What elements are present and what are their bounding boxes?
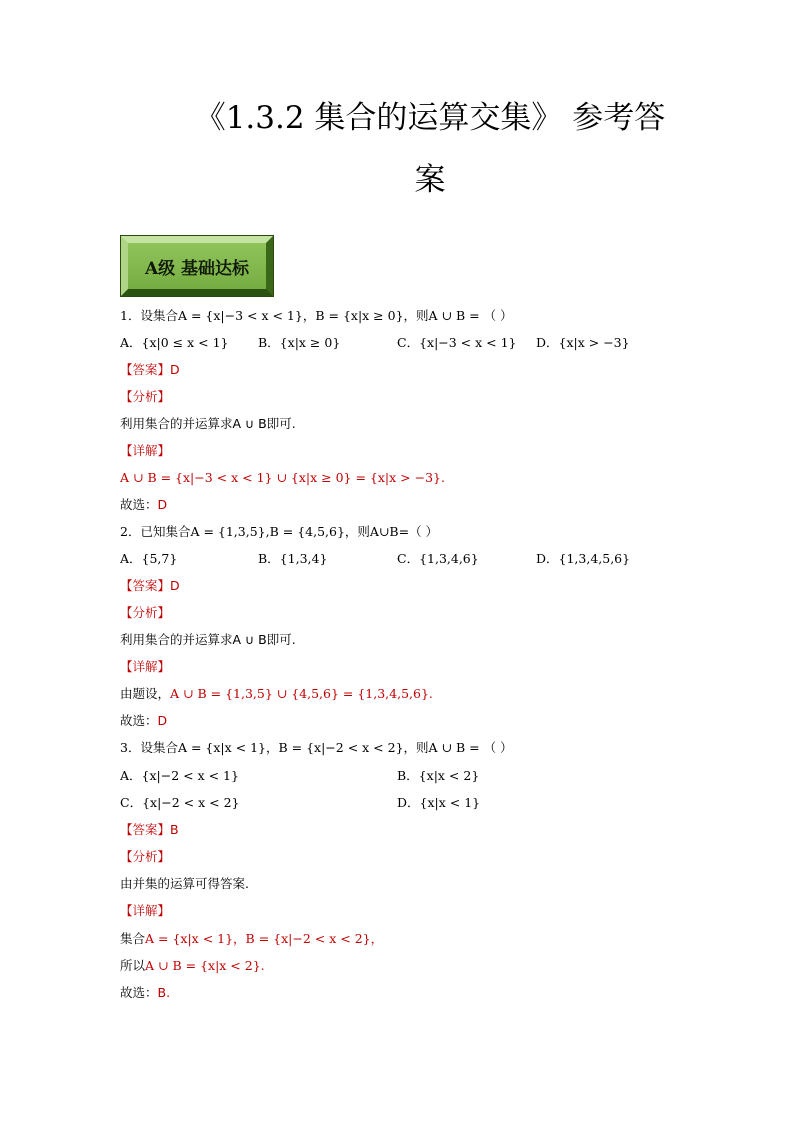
q2-detail — [120, 684, 433, 704]
choose-value: D — [157, 713, 168, 728]
q3-option-c: C．{x|−2 < x < 2} — [120, 795, 240, 810]
q3-detail-line2 — [120, 956, 265, 976]
q3-detail-label: 【详解】 — [120, 903, 171, 918]
detail-prefix: 由题设， — [120, 686, 171, 701]
q2-detail-label: 【详解】 — [120, 659, 171, 674]
q3-question: 3．设集合A = {x|x < 1}，B = {x|−2 < x < 2}，则A ∪ B = （ ） — [120, 740, 513, 755]
choose-label: 故选： — [120, 985, 158, 1000]
q1-detail: A ∪ B = {x|−3 < x < 1} ∪ {x|x ≥ 0} = {x|x > −3}. — [120, 470, 445, 485]
level-a-label: A级 基础达标 — [144, 258, 250, 279]
q2-option-c: C．{1,3,4,6} — [397, 551, 479, 566]
choose-value: B. — [157, 985, 171, 1000]
q2-question: 2．已知集合A = {1,3,5},B = {4,5,6}，则A∪B=（ ） — [120, 524, 439, 539]
level-a-badge — [121, 236, 273, 296]
q3-analysis: 由并集的运算可得答案. — [120, 876, 249, 891]
q3-answer — [120, 820, 179, 840]
q2-analysis: 利用集合的并运算求A ∪ B即可. — [120, 632, 296, 647]
answer-value: D — [170, 578, 180, 593]
q2-option-b: B．{1,3,4} — [258, 551, 328, 566]
detail-formula: A ∪ B = {x|x < 2}. — [145, 958, 265, 973]
q1-choose — [120, 495, 167, 515]
q1-analysis: 利用集合的并运算求A ∪ B即可. — [120, 416, 296, 431]
answer-value: B — [170, 822, 179, 837]
q3-option-d: D．{x|x < 1} — [397, 795, 481, 810]
q1-option-b: B．{x|x ≥ 0} — [258, 335, 341, 350]
q1-analysis-label: 【分析】 — [120, 389, 171, 404]
answer-label: 【答案】 — [120, 578, 171, 593]
q3-analysis-label: 【分析】 — [120, 849, 171, 864]
detail-formula: A = {x|x < 1}，B = {x|−2 < x < 2}， — [145, 931, 384, 946]
choose-label: 故选： — [120, 713, 158, 728]
q2-choose — [120, 711, 167, 731]
q3-choose — [120, 983, 170, 1003]
q3-option-b: B．{x|x < 2} — [397, 768, 480, 783]
detail-prefix: 所以 — [120, 958, 146, 973]
q2-option-d: D．{1,3,4,5,6} — [536, 551, 631, 566]
q1-question: 1．设集合A = {x|−3 < x < 1}，B = {x|x ≥ 0}，则A ∪ B = （ ） — [120, 308, 513, 323]
choose-label: 故选： — [120, 497, 158, 512]
q3-option-a: A．{x|−2 < x < 1} — [120, 768, 239, 783]
document-title: 《1.3.2 集合的运算交集》 参考答 — [194, 100, 666, 136]
q1-option-d: D．{x|x > −3} — [536, 335, 630, 350]
detail-formula: A ∪ B = {1,3,5} ∪ {4,5,6} = {1,3,4,5,6}. — [170, 686, 433, 701]
q2-option-a: A．{5,7} — [120, 551, 178, 566]
detail-prefix: 集合 — [120, 931, 146, 946]
choose-value: D — [157, 497, 168, 512]
answer-label: 【答案】 — [120, 362, 171, 377]
q1-detail-label: 【详解】 — [120, 443, 171, 458]
q2-answer — [120, 576, 180, 596]
q1-option-c: C．{x|−3 < x < 1} — [397, 335, 517, 350]
q1-answer — [120, 360, 180, 380]
answer-value: D — [170, 362, 180, 377]
answer-label: 【答案】 — [120, 822, 171, 837]
q3-detail-line1 — [120, 929, 383, 949]
document-title-continued: 案 — [414, 162, 446, 198]
q1-option-a: A．{x|0 ≤ x < 1} — [120, 335, 229, 350]
q2-analysis-label: 【分析】 — [120, 605, 171, 620]
